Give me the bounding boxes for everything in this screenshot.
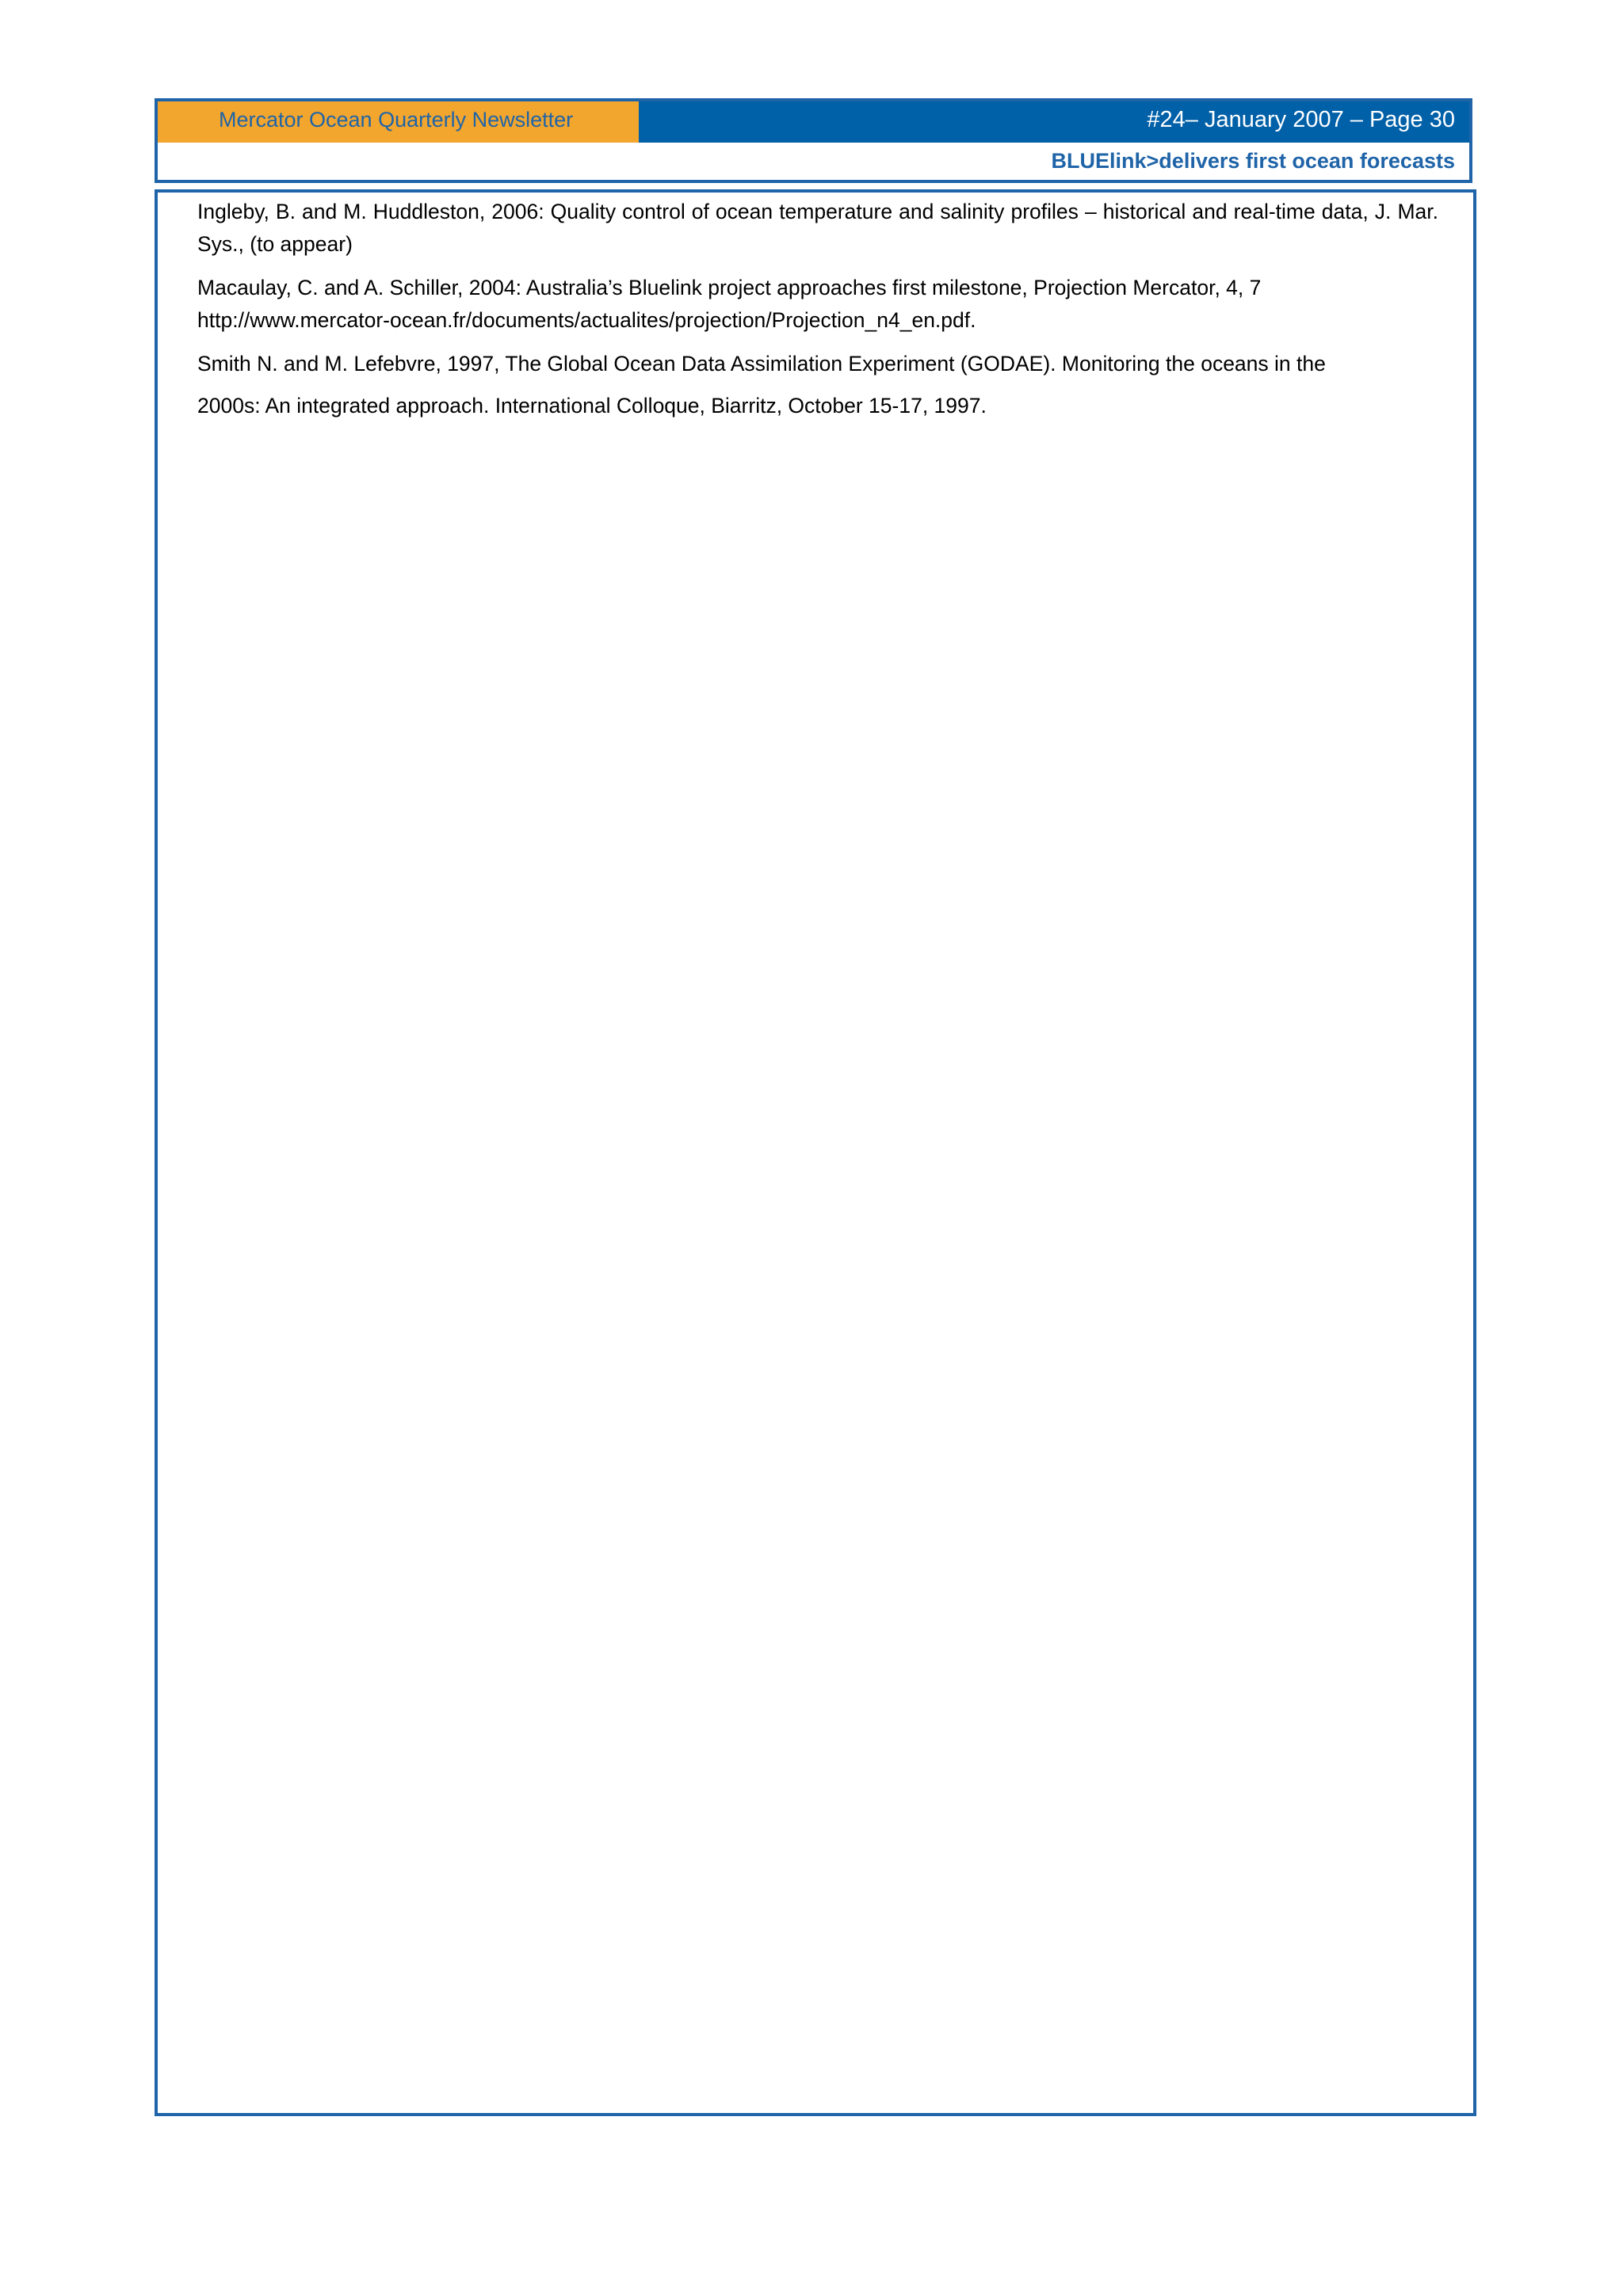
reference-list (197, 196, 1438, 432)
issue-page-info: #24– January 2007 – Page 30 (1147, 107, 1455, 132)
reference-macaulay (197, 272, 1438, 337)
reference-smith (197, 348, 1438, 422)
section-title: BLUElink>delivers first ocean forecasts (1051, 149, 1455, 173)
content-frame (155, 189, 1476, 2116)
reference-macaulay-url: http://www.mercator-ocean.fr/documents/actualites/projection/Projection_n4_en.pdf. (197, 308, 976, 332)
newsletter-header (155, 98, 1472, 183)
reference-ingleby: Ingleby, B. and M. Huddleston, 2006: Quality control of ocean temperature and salinity profiles – historical and real-time data, J. Mar. Sys., (to appear) (197, 200, 1438, 256)
reference-smith-line2: 2000s: An integrated approach. International Colloque, Biarritz, October 15-17, 1997. (197, 394, 987, 418)
newsletter-title: Mercator Ocean Quarterly Newsletter (219, 108, 574, 132)
reference-macaulay-text: Macaulay, C. and A. Schiller, 2004: Australia’s Bluelink project approaches first milestone, Projection Mercator, 4, 7 (197, 276, 1262, 299)
reference-smith-line1: Smith N. and M. Lefebvre, 1997, The Global Ocean Data Assimilation Experiment (GODAE). Monitoring the oceans in the (197, 352, 1326, 376)
